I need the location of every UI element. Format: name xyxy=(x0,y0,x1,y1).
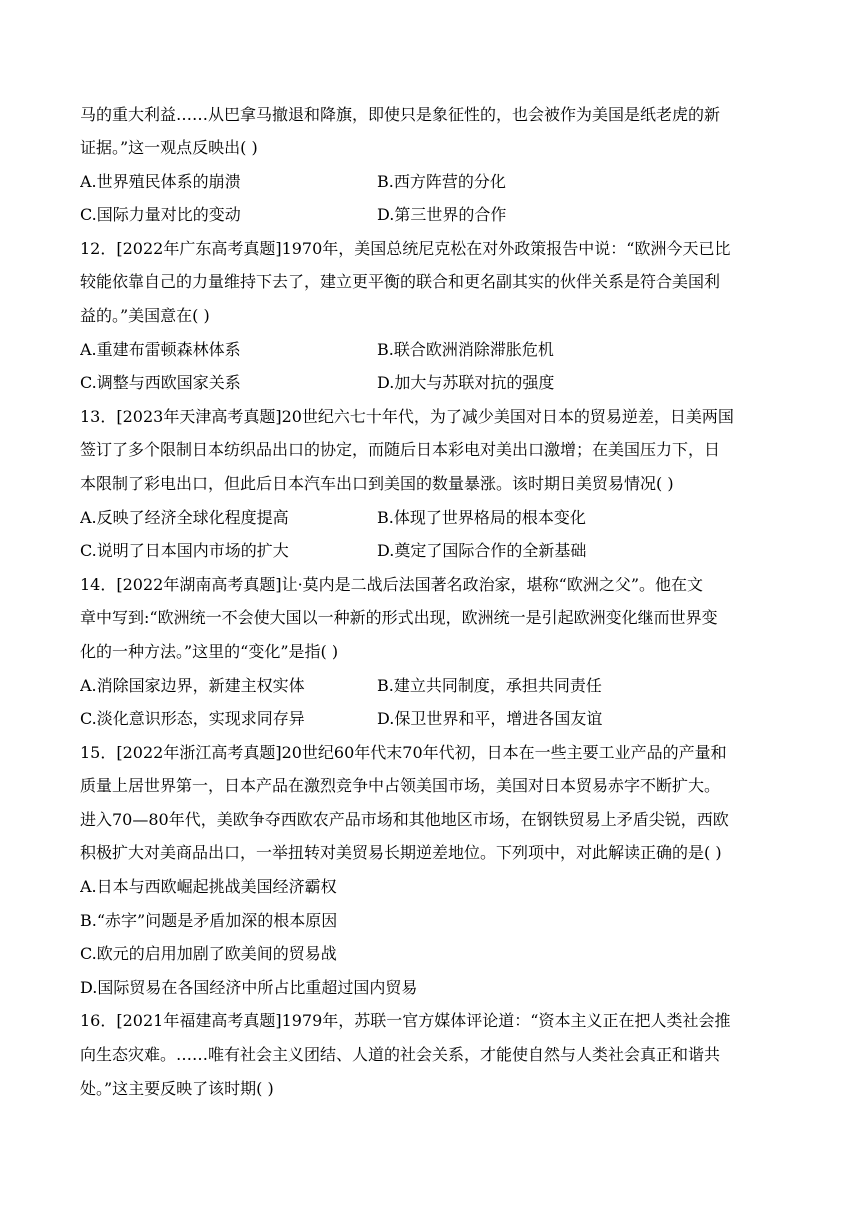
question-12-option-d[interactable]: D.加大与苏联对抗的强度 xyxy=(377,373,555,393)
question-13-option-b[interactable]: B.体现了世界格局的根本变化 xyxy=(377,507,586,527)
question-15-stem-line-4: 积极扩大对美商品出口，一举扭转对美贸易长期逆差地位。下列项中，对此解读正确的是( ) xyxy=(80,843,722,863)
question-13-stem-line-3: 本限制了彩电出口，但此后日本汽车出口到美国的数量暴涨。该时期日美贸易情况( ) xyxy=(80,473,674,493)
question-13-option-c[interactable]: C.说明了日本国内市场的扩大 xyxy=(80,541,289,561)
question-12-stem-line-2: 较能依靠自己的力量维持下去了，建立更平衡的联合和更名副其实的伙伴关系是符合美国利 xyxy=(80,272,721,292)
question-12-options-row-1 xyxy=(80,333,780,367)
question-12-stem-line-3: 益的。”美国意在( ) xyxy=(80,305,210,325)
question-14-options-row-2 xyxy=(80,702,780,736)
question-15-option-b[interactable]: B.“赤字”问题是矛盾加深的根本原因 xyxy=(80,910,338,930)
question-13-option-d[interactable]: D.奠定了国际合作的全新基础 xyxy=(377,541,587,561)
question-15-stem-line-1: 15．[2022年浙江高考真题]20世纪60年代末70年代初，日本在一些主要工业产品的产量和 xyxy=(80,742,727,762)
question-13-stem-line-2: 签订了多个限制日本纺织品出口的协定，而随后日本彩电对美出口激增；在美国压力下，日 xyxy=(80,440,721,460)
question-12 xyxy=(80,232,780,400)
question-11-options-row-1 xyxy=(80,165,780,199)
question-14-stem-line-3: 化的一种方法。”这里的“变化”是指( ) xyxy=(80,641,339,661)
question-16-stem-line-2: 向生态灾难。……唯有社会主义团结、人道的社会关系，才能使自然与人类社会真正和谐共 xyxy=(80,1045,721,1065)
question-11-option-c[interactable]: C.国际力量对比的变动 xyxy=(80,205,241,225)
question-15-stem-line-3: 进入70—80年代，美欧争夺西欧农产品市场和其他地区市场，在钢铁贸易上矛盾尖锐，西欧 xyxy=(80,809,729,829)
question-list xyxy=(80,99,780,1105)
question-15-option-a[interactable]: A.日本与西欧崛起挑战美国经济霸权 xyxy=(80,877,337,897)
question-12-option-b[interactable]: B.联合欧洲消除滞胀危机 xyxy=(377,339,554,359)
question-16-stem-line-1: 16．[2021年福建高考真题]1979年，苏联一官方媒体评论道：“资本主义正在把人类社会推 xyxy=(80,1011,731,1031)
question-12-option-c[interactable]: C.调整与西欧国家关系 xyxy=(80,373,241,393)
question-11 xyxy=(80,99,780,232)
question-12-option-a[interactable]: A.重建布雷顿森林体系 xyxy=(80,339,241,359)
question-11-options-row-2 xyxy=(80,198,780,232)
question-13 xyxy=(80,400,780,568)
question-11-option-a[interactable]: A.世界殖民体系的崩溃 xyxy=(80,171,241,191)
question-15-option-c[interactable]: C.欧元的启用加剧了欧美间的贸易战 xyxy=(80,944,337,964)
question-11-stem-line-2: 证据。”这一观点反映出( ) xyxy=(80,138,258,157)
question-16-stem-line-3: 处。”这主要反映了该时期( ) xyxy=(80,1078,274,1098)
question-11-option-d[interactable]: D.第三世界的合作 xyxy=(377,205,507,225)
question-15-stem-line-2: 质量上居世界第一，日本产品在激烈竞争中占领美国市场，美国对日本贸易赤字不断扩大。 xyxy=(80,776,721,796)
question-14-option-b[interactable]: B.建立共同制度，承担共同责任 xyxy=(377,675,602,695)
question-13-option-a[interactable]: A.反映了经济全球化程度提高 xyxy=(80,507,289,527)
question-13-stem-line-1: 13．[2023年天津高考真题]20世纪六七十年代，为了减少美国对日本的贸易逆差，日美两国 xyxy=(80,406,734,426)
question-11-option-b[interactable]: B.西方阵营的分化 xyxy=(377,171,506,191)
question-14 xyxy=(80,568,780,736)
question-11-stem-line-1: 马的重大利益……从巴拿马撤退和降旗，即使只是象征性的，也会被作为美国是纸老虎的新 xyxy=(80,105,721,124)
question-14-stem-line-1: 14．[2022年湖南高考真题]让·莫内是二战后法国著名政治家，堪称“欧洲之父”。他在文 xyxy=(80,574,704,594)
question-15-option-d[interactable]: D.国际贸易在各国经济中所占比重超过国内贸易 xyxy=(80,977,418,997)
question-14-options-row-1 xyxy=(80,669,780,703)
question-14-stem-line-2: 章中写到:“欧洲统一不会使大国以一种新的形式出现，欧洲统一是引起欧洲变化继而世界变 xyxy=(80,608,718,628)
question-13-options-row-1 xyxy=(80,501,780,535)
question-12-options-row-2 xyxy=(80,366,780,400)
question-15 xyxy=(80,736,780,1005)
question-14-option-c[interactable]: C.淡化意识形态，实现求同存异 xyxy=(80,709,305,729)
question-12-stem-line-1: 12．[2022年广东高考真题]1970年，美国总统尼克松在对外政策报告中说：“欧洲今天已比 xyxy=(80,238,731,258)
question-13-options-row-2 xyxy=(80,534,780,568)
question-14-option-a[interactable]: A.消除国家边界，新建主权实体 xyxy=(80,675,305,695)
question-14-option-d[interactable]: D.保卫世界和平，增进各国友谊 xyxy=(377,709,603,729)
question-16 xyxy=(80,1004,780,1105)
